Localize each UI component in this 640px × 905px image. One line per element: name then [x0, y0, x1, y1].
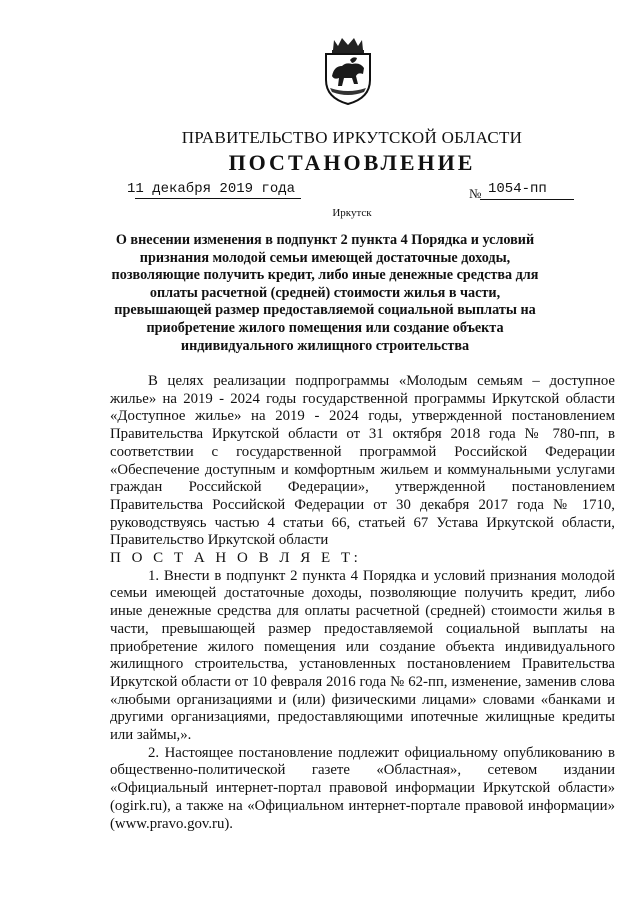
city: Иркутск: [332, 207, 372, 219]
document-heading: О внесении изменения в подпункт 2 пункта 4 Порядка и условий признания молодой семьи имеющей достаточные доходы, позволяющие получить кредит, либо иные денежные средства для оплаты расчетной (средней) стоимости жилья в части, превышающей размер предоставляемой социальной выплаты на приобретение жилого помещения или создание объекта индивидуального жилищного строительства: [111, 232, 539, 354]
number-sign: №: [469, 186, 482, 201]
number-underline: [480, 199, 574, 200]
item-2-paragraph: 2. Настоящее постановление подлежит официальному опубликованию в общественно-политической газете «Областная», сетевом издании «Официальный интернет-портал правовой информации Иркутской области» (ogirk.ru), а также на «Официальном интернет-портале правовой информации» (www.pravo.gov.ru).: [110, 744, 615, 832]
government-name: ПРАВИТЕЛЬСТВО ИРКУТСКОЙ ОБЛАСТИ: [181, 128, 523, 147]
document-date: [127, 181, 295, 197]
decree-word: П О С Т А Н О В Л Я Е Т:: [110, 550, 362, 567]
preamble-paragraph: В целях реализации подпрограммы «Молодым семьям – доступное жилье» на 2019 - 2024 годы государственной программы Иркутской области «Доступное жилье» на 2019 - 2024 годы, утвержденной постановлением Правительства Иркутской области от 31 октября 2018 года № 780-пп, в соответствии с государственной программой Российской Федерации «Обеспечение доступным и комфортным жильем и коммунальными услугами граждан Российской Федерации», утвержденной постановлением Правительства Российской Федерации от 30 декабря 2017 года № 1710, руководствуясь частью 4 статьи 66, статьей 67 Устава Иркутской области, Правительство Иркутской области: [110, 373, 615, 549]
document-type: ПОСТАНОВЛЕНИЕ: [228, 150, 476, 175]
document-body: [110, 373, 615, 833]
date-value: 11 декабря 2019 года: [127, 181, 296, 197]
item-1-paragraph: 1. Внести в подпункт 2 пункта 4 Порядка и условий признания молодой семьи имеющей достаточные доходы, позволяющие получить кредит, либо иные денежные средства для оплаты расчетной (средней) стоимости жилья в части, превышающей размер предоставляемой социальной выплаты на приобретение жилого помещения или создание объекта индивидуального жилищного строительства, установленных постановлением Правительства Иркутской области от 10 февраля 2016 года № 62-пп, изменение, заменив слова «любыми организациями и (или) физическими лицами» словами «банками и другими организациями, предоставляющими ипотечные жилищные кредиты или займы,».: [110, 567, 615, 744]
date-underline: [135, 198, 301, 199]
document-number: 1054-пп: [488, 181, 547, 197]
irkutsk-coat-of-arms-icon: [320, 36, 376, 106]
